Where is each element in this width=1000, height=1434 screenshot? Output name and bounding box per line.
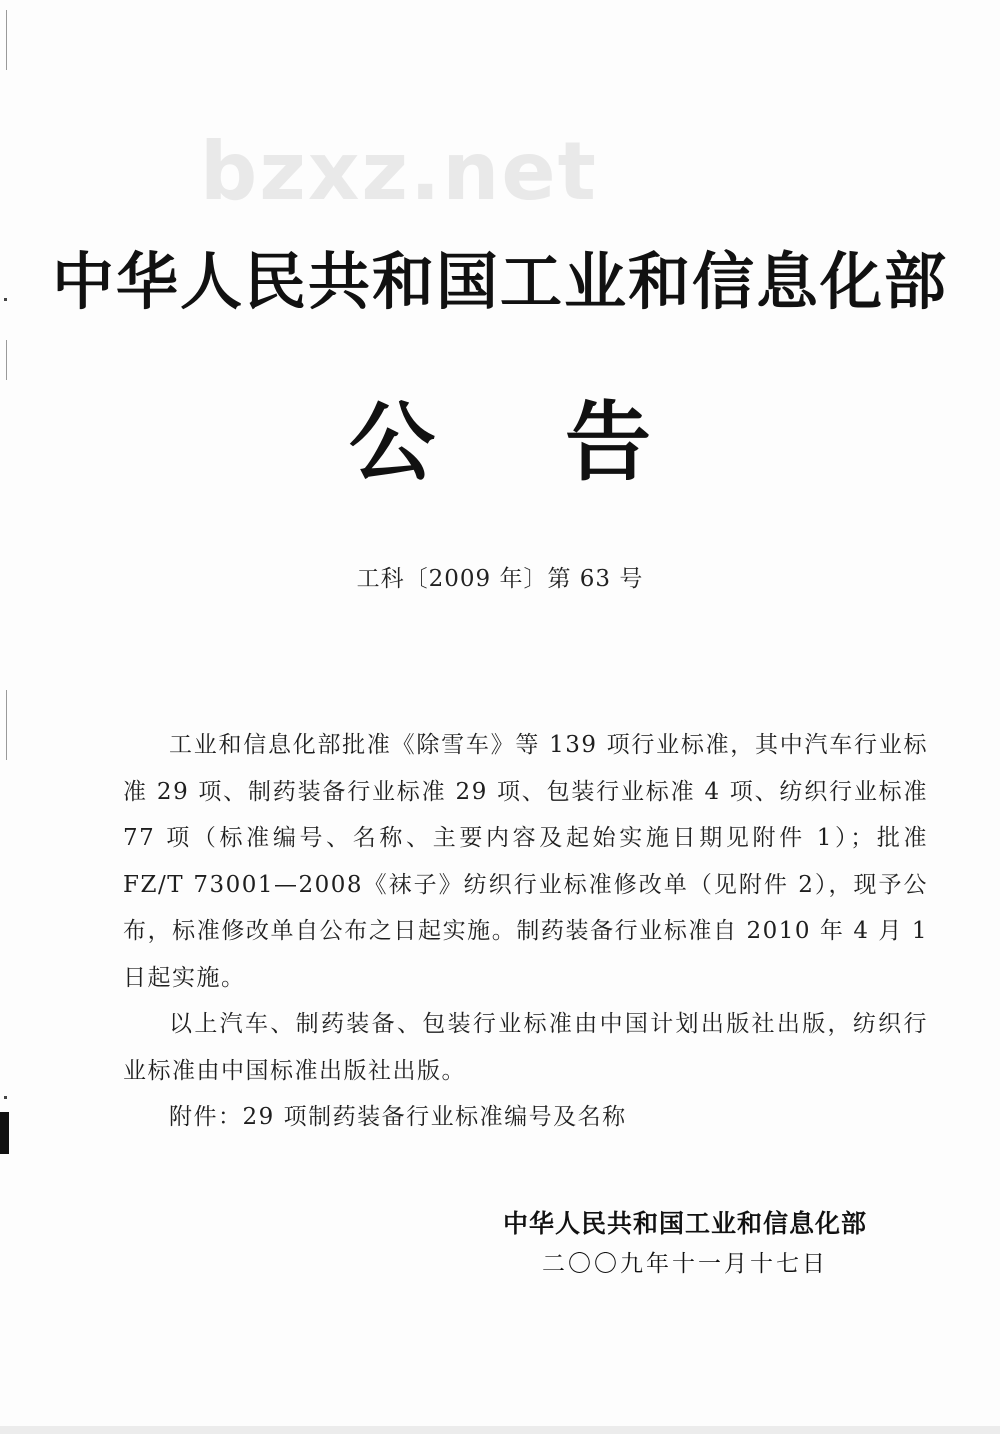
scan-edge-line — [6, 690, 7, 760]
watermark: bzxz.net — [200, 125, 598, 218]
signature-date: 二〇〇九年十一月十七日 — [542, 1251, 828, 1277]
announcement-body — [123, 722, 928, 1141]
scan-edge-dot — [4, 1096, 7, 1099]
document-number: 工科〔2009 年〕第 63 号 — [356, 566, 644, 592]
scan-edge-block — [0, 1112, 9, 1154]
scan-edge-artifacts — [0, 0, 14, 1434]
scan-bottom-band — [0, 1426, 1000, 1434]
body-paragraph: 工业和信息化部批准《除雪车》等 139 项行业标准，其中汽车行业标准 29 项、制药装备行业标准 29 项、包装行业标准 4 项、纺织行业标准 77 项（标准编号、名称、主要内容及起始实施日期见附件 1）；批准 FZ/T 73001—2008《袜子》纺织行业标准修改单（见附件 2），现予公布，标准修改单自公布之日起实施。制药装备行业标准自 2010 年 4 月 1 日起实施。 — [123, 732, 928, 991]
body-paragraph: 以上汽车、制药装备、包装行业标准由中国计划出版社出版，纺织行业标准由中国标准出版社出版。 — [123, 1011, 928, 1084]
document-title: 公告 — [349, 392, 781, 493]
signature-organization: 中华人民共和国工业和信息化部 — [502, 1209, 867, 1238]
scan-edge-line — [6, 10, 7, 70]
signature-block — [470, 1204, 900, 1284]
scan-edge-line — [6, 340, 7, 380]
issuer-heading: 中华人民共和国工业和信息化部 — [51, 245, 948, 318]
attachment-line: 附件：29 项制药装备行业标准编号及名称 — [169, 1104, 627, 1130]
